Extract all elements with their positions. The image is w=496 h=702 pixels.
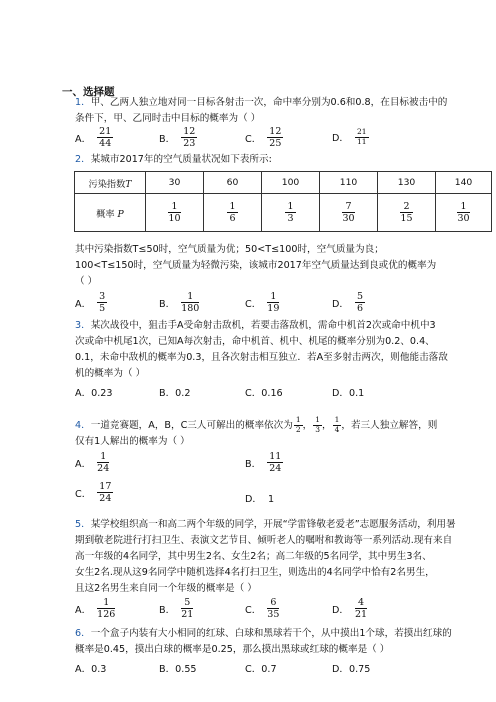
denominator: 30	[457, 213, 470, 224]
denominator: 24	[99, 493, 112, 504]
numerator: 12	[183, 126, 196, 137]
q3-line-2: 次或命中机尾1次，已知A每次射击，命中机首、机中、机尾的概率分别为0.2、0.4、	[75, 336, 435, 347]
option-label: C．	[245, 298, 262, 310]
denominator: 23	[183, 138, 196, 149]
q5-option-c[interactable]	[245, 597, 279, 620]
numerator: 4	[358, 597, 365, 608]
q4-option-d[interactable]	[245, 491, 274, 505]
q2-option-c[interactable]	[245, 291, 279, 314]
q3-line-1	[75, 320, 436, 332]
table-cell	[146, 194, 204, 232]
pollution-table	[74, 171, 492, 232]
q2-line-1	[75, 154, 272, 166]
denominator: 44	[99, 138, 112, 149]
denominator: 15	[400, 213, 413, 224]
q2-text-1: 某城市2017年的空气质量状况如下表所示:	[90, 154, 272, 165]
numerator: 21	[99, 126, 112, 137]
denominator: 180	[181, 303, 200, 314]
q6-option-c[interactable]: C．0.7	[245, 664, 277, 675]
table-cell: 110	[320, 172, 378, 194]
section-title: 一、选择题	[62, 86, 115, 98]
row-label: 概率	[96, 208, 115, 220]
q5-text-1: 某学校组织高一和高二两个年级的同学，开展“学雷锋敬老爱老”志愿服务活动，利用暑	[90, 519, 456, 530]
q1-line-1	[75, 97, 447, 109]
option-label: D．	[245, 494, 262, 505]
q1-line-2: 条件下，甲、乙同时击中目标的概率为（ ）	[75, 113, 261, 124]
option-label: A．	[75, 604, 92, 616]
denominator: 3	[287, 213, 294, 224]
table-cell: 140	[436, 172, 492, 194]
q3-line-3: 0.1，未命中敌机的概率为0.3，且各次射击相互独立．若A至多射击两次，则他能击落敌	[75, 352, 448, 363]
q5-option-b[interactable]	[159, 597, 193, 620]
option-label: A．	[75, 458, 92, 470]
numerator: 1	[334, 415, 340, 424]
q4-option-c[interactable]	[75, 481, 113, 504]
option-label: B．	[245, 458, 262, 470]
q5-line-5: 且这2名男生来自同一个年级的概率是（ ）	[75, 583, 257, 594]
q2-option-a[interactable]	[75, 291, 107, 314]
q4-option-b[interactable]	[245, 451, 283, 474]
q5-option-d[interactable]	[332, 597, 367, 620]
option-label: B．	[159, 604, 176, 616]
numerator: 1	[187, 291, 194, 302]
denominator: 11	[356, 136, 367, 146]
numerator: 5	[184, 597, 191, 608]
q1-option-a[interactable]	[75, 126, 113, 149]
table-cell: 60	[204, 172, 262, 194]
q5-line-4: 女生2名.现从这9名同学中随机选择4名打扫卫生，则选出的4名同学中恰有2名男生，	[75, 567, 435, 578]
numerator: 1	[229, 201, 236, 212]
denominator: 35	[267, 609, 280, 620]
q6-option-b[interactable]: B．0.55	[159, 664, 197, 675]
option-label: A．	[75, 298, 92, 310]
q2-line-4: （ ）	[75, 276, 98, 287]
denominator: 126	[97, 609, 116, 620]
denominator: 2	[295, 424, 301, 434]
q1-text-1: 甲、乙两人独立地对同一目标各射击一次，命中率分别为0.6和0.8，在目标被击中的	[90, 97, 448, 108]
numerator: 7	[345, 201, 352, 212]
denominator: 3	[315, 424, 320, 434]
q6-text-1: 一个盒子内装有大小相同的红球、白球和黑球若干个，从中摸出1个球，若摸出红球的	[90, 628, 452, 639]
denominator: 30	[342, 213, 355, 224]
row-label: 污染指数	[88, 178, 126, 190]
denominator: 4	[334, 424, 340, 434]
numerator: 17	[99, 481, 112, 492]
row-header-prob	[75, 194, 146, 232]
q2-number: 2．	[75, 154, 91, 165]
q3-option-a[interactable]: A．0.23	[75, 388, 113, 399]
q5-line-2: 期到敬老院进行打扫卫生、表演文艺节目、倾听老人的嘱咐和教诲等一系列活动.现有来自	[75, 535, 453, 546]
q3-option-d[interactable]: D．0.1	[332, 388, 365, 399]
numerator: 2	[403, 201, 410, 212]
q2-option-d[interactable]	[332, 291, 365, 314]
option-label: C．	[245, 604, 262, 616]
q3-option-b[interactable]: B．0.2	[159, 388, 191, 399]
denominator: 19	[267, 303, 280, 314]
numerator: 11	[269, 451, 282, 462]
denominator: 21	[181, 609, 194, 620]
q3-text-1: 某次战役中，狙击手A受命射击敌机，若要击落敌机，需命中机首2次或命中机中3	[90, 320, 436, 331]
table-cell	[378, 194, 436, 232]
q1-option-b[interactable]	[159, 126, 197, 149]
row-var: T	[125, 178, 132, 190]
q4-number: 4．	[75, 420, 91, 431]
option-label: C．	[245, 133, 262, 145]
option-label: B．	[159, 133, 176, 145]
table-cell: 100	[262, 172, 320, 194]
option-label: D．	[332, 604, 349, 616]
q4-option-a[interactable]	[75, 451, 109, 474]
q6-line-2: 概率是0.45，摸出白球的概率是0.25，那么摸出黑球或红球的概率是（ ）	[75, 644, 390, 655]
q4-text-1a: 一道竞赛题，A，B，C三人可解出的概率依次为	[90, 420, 293, 431]
denominator: 24	[97, 463, 110, 474]
table-cell	[204, 194, 262, 232]
denominator: 21	[354, 609, 368, 620]
table-cell	[320, 194, 378, 232]
denominator: 24	[269, 463, 282, 474]
option-label: D．	[332, 298, 349, 310]
numerator: 3	[99, 291, 106, 302]
denominator: 6	[356, 303, 364, 314]
q4-line-2: 仅有1人解出的概率为（ ）	[75, 436, 190, 447]
numerator: 1	[103, 597, 110, 608]
q4-text-1b: ，若三人独立解答，则	[341, 420, 438, 431]
numerator: 1	[287, 201, 294, 212]
q6-option-d[interactable]: D．0.75	[332, 664, 371, 675]
row-header-index	[75, 172, 146, 194]
q1-option-d[interactable]	[332, 128, 369, 146]
q3-number: 3．	[75, 320, 91, 331]
table-cell: 130	[378, 172, 436, 194]
option-label: A．	[75, 133, 92, 145]
numerator: 1	[460, 201, 467, 212]
table-cell	[436, 194, 492, 232]
q6-number: 6．	[75, 628, 91, 639]
numerator: 5	[356, 291, 364, 302]
q5-line-1	[75, 519, 456, 531]
q6-line-1	[75, 628, 452, 640]
row-var: P	[117, 208, 124, 220]
numerator: 21	[356, 127, 367, 136]
numerator: 1	[270, 291, 277, 302]
q2-option-b[interactable]	[159, 291, 199, 314]
denominator: 10	[168, 213, 181, 224]
numerator: 1	[315, 415, 320, 424]
q3-option-c[interactable]: C．0.16	[245, 388, 283, 399]
q2-line-3: 100<T≤150时，空气质量为轻微污染，该城市2017年空气质量达到良或优的概率为	[75, 260, 437, 271]
numerator: 1	[100, 451, 107, 462]
q1-option-c[interactable]	[245, 126, 283, 149]
denominator: 6	[229, 213, 236, 224]
numerator: 1	[171, 201, 178, 212]
numerator: 12	[269, 126, 282, 137]
option-label: B．	[159, 298, 176, 310]
numerator: 1	[295, 415, 301, 424]
option-label: C．	[75, 488, 92, 500]
table-row	[75, 194, 492, 232]
q5-line-3: 高一年级的4名同学，其中男生2名、女生2名；高二年级的5名同学，其中男生3名、	[75, 551, 432, 562]
table-cell	[262, 194, 320, 232]
denominator: 5	[99, 303, 106, 314]
numerator: 6	[270, 597, 277, 608]
option-label: D．	[332, 133, 349, 144]
q3-line-4: 机的概率为（ ）	[75, 368, 146, 379]
denominator: 25	[269, 138, 282, 149]
q4-line-1: 4．一道竞赛题，A，B，C三人可解出的概率依次为 $\frac{1}{2}$ ， $\frac{1}{3}$ ， $\frac{1}{4}$ ，若三人独立解答，则	[75, 415, 438, 434]
q5-number: 5．	[75, 519, 91, 530]
option-value: 1	[267, 494, 275, 505]
q1-number: 1．	[75, 97, 91, 108]
q6-option-a[interactable]: A．0.3	[75, 664, 107, 675]
table-row	[75, 172, 492, 194]
q2-line-2: 其中污染指数T≤50时，空气质量为优；50<T≤100时，空气质量为良；	[75, 244, 384, 255]
table-cell: 30	[146, 172, 204, 194]
q5-option-a[interactable]	[75, 597, 115, 620]
